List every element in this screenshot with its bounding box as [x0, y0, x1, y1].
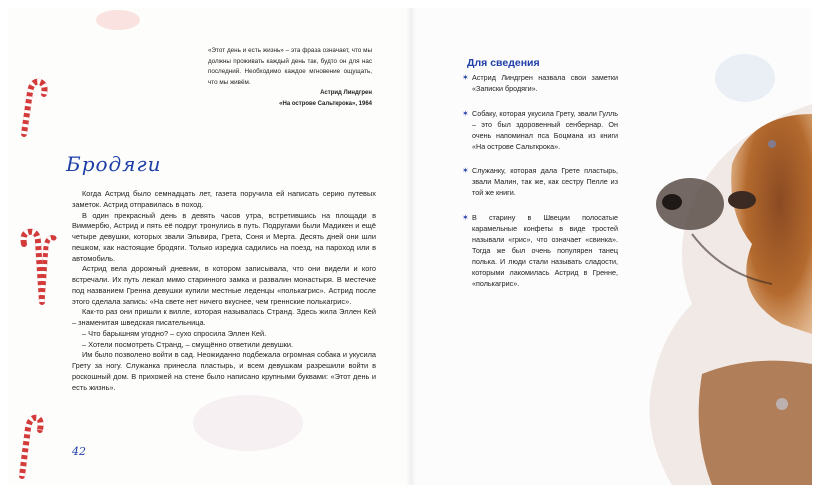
paragraph: – Хотели посмотреть Странд, – смущённо ответили девушки. [82, 339, 294, 349]
book-spread [8, 8, 812, 485]
list-item [462, 166, 618, 199]
list-item [462, 109, 618, 153]
star-bullet-icon: ✶ [462, 73, 469, 82]
paragraph: Им было позволено войти в сад. Неожиданно подбежала огромная собака и укусила Грету за ногу. Служанка принесла пластырь, и всем девушкам разрешили войти в роскошный дом. В прихожей на стене было написано крупными буквами: «Этот день и есть жизнь». [72, 350, 376, 392]
candy-cane-icon [10, 410, 44, 480]
paragraph: Астрид вела дорожный дневник, в котором записывала, что они видели и кого встречали. Их путь лежал мимо старинного замка и развалин монастыря. В местечке под названием Гренна девушки купили местные леденцы «полькагрис». Астрид после этого сделала запись: «На свете нет ничего вкуснее, чем греннские полькагрис». [72, 264, 376, 306]
list-item [462, 213, 618, 289]
info-item-text: В старину в Швеции полосатые карамельные конфеты в виде тростей называли «грис», что означает «свинка». Тогда же был очень популярен танец полька. И люди стали называть сладости, которыми лакомилась Астрид в Гренне, «полькагрис». [472, 213, 618, 288]
star-bullet-icon: ✶ [462, 166, 469, 176]
book-gutter [406, 8, 416, 485]
watercolor-blot-right [710, 48, 780, 108]
paragraph: Когда Астрид было семнадцать лет, газета поручила ей написать серию путевых заметок. Астрид отправилась в поход. [72, 189, 376, 209]
epigraph-author: Астрид Линдгрен [320, 90, 372, 97]
info-item-text: Астрид Линдгрен назвала свои заметки «Записки бродяги». [472, 73, 618, 93]
chapter-title: Бродяги [66, 152, 162, 176]
info-title: Для сведения [467, 57, 540, 69]
st-bernard-dog-illustration [632, 104, 812, 485]
paragraph: В один прекрасный день в девять часов утра, встретившись на площади в Виммербю, Астрид и пять её подруг тронулись в путь. Подругами были Мадикен и ещё четыре девушки, которых звали Эльвира, Грета, Соня и Мерта. Десять дней они шли пешком, как настоящие бродяги. Только изредка садились на поезд, на пароход или в автомобиль. [72, 210, 376, 263]
chapter-body [72, 189, 376, 393]
info-item-text: Служанку, которая дала Грете пластырь, звали Малин, так же, как сестру Пелле из той же книги. [472, 166, 618, 198]
watercolor-blot-bottom [188, 388, 308, 458]
star-bullet-icon: ✶ [462, 213, 469, 223]
left-page [8, 8, 410, 485]
page-number: 42 [72, 445, 86, 458]
candy-cane-icon [20, 222, 60, 308]
star-bullet-icon: ✶ [462, 108, 469, 118]
list-item [462, 73, 618, 95]
info-item-text: Собаку, которая укусила Грету, звали Гулль – это был здоровенный сенбернар. Он очень напоминал пса Боцмана из книги «На острове Сальткрока». [472, 108, 618, 151]
candy-cane-icon [14, 74, 48, 138]
info-list [462, 73, 618, 304]
right-page [410, 8, 812, 485]
epigraph-text: «Этот день и есть жизнь» – эта фраза означает, что мы должны проживать каждый день так, будто он для нас последний. Необходимо каждое мгновение ощущать, что мы живём. [208, 47, 372, 86]
paragraph: Как-то раз они пришли к вилле, которая называлась Странд. Здесь жила Эллен Кей – знаменитая шведская писательница. [72, 307, 376, 327]
paragraph: – Что барышням угодно? – сухо спросила Эллен Кей. [82, 328, 267, 338]
epigraph-source: «На острове Сальткрока», 1964 [279, 101, 372, 108]
watercolor-blot-top [88, 8, 148, 38]
epigraph [208, 46, 372, 109]
